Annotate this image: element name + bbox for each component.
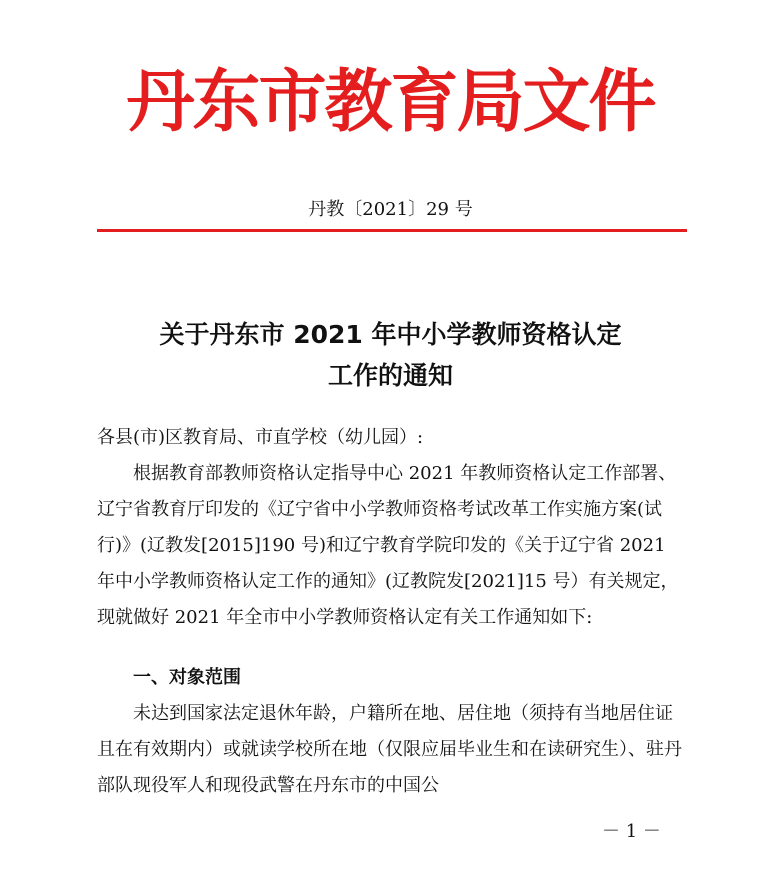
salutation: 各县(市)区教育局、市直学校（幼儿园）: — [97, 427, 424, 448]
document-title-line-2: 工作的通知 — [327, 361, 453, 390]
body-paragraph-1: 根据教育部教师资格认定指导中心 2021 年教师资格认定工作部署、辽宁省教育厅印发的《辽宁省中小学教师资格考试改革工作实施方案(试行)》(辽教发[2015]190 号)和辽宁教育学院印发的《关于辽宁省 2021 年中小学教师资格认定工作的通知》(辽教院发[2021]15 号）有关规定，现就做好 2021 年全市中小学教师资格认定有关工作通知如下: — [97, 463, 679, 628]
section-heading-1: 一、对象范围 — [133, 667, 241, 688]
document-title-line-1: 关于丹东市 2021 年中小学教师资格认定 — [159, 320, 622, 349]
page-number: － 1 － — [602, 821, 661, 842]
document-number: 丹教〔2021〕29 号 — [308, 199, 473, 220]
body-paragraph-2: 未达到国家法定退休年龄，户籍所在地、居住地（须持有当地居住证且在有效期内）或就读学校所在地（仅限应届毕业生和在读研究生）、驻丹部队现役军人和现役武警在丹东市的中国公 — [97, 703, 682, 796]
document-masthead: 丹东市教育局文件 — [126, 62, 655, 142]
red-divider-line — [97, 229, 687, 232]
